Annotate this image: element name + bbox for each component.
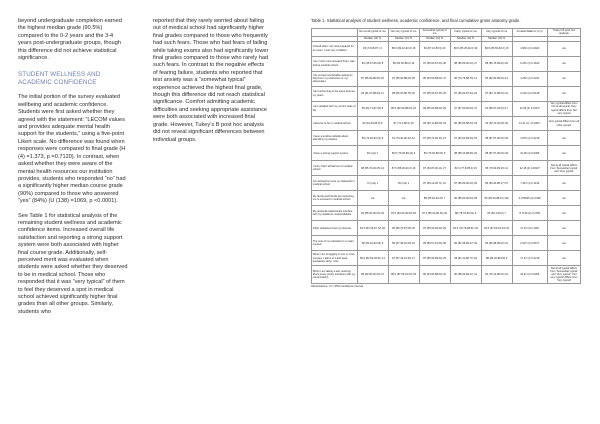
row-label: I am much more stressed than I was before medical school: [312, 56, 358, 71]
row-label: The cost of my education is a major concern: [312, 236, 358, 251]
column-subheader: Median (CI) N: [388, 36, 419, 41]
table-cell: n/a: [547, 176, 580, 191]
table-row: [312, 71, 581, 86]
table-cell: 88 (86.00-88.75) 20: [388, 86, 419, 101]
row-label: I am satisfied with my current state of life: [312, 101, 358, 116]
table-cell: n/a: [547, 131, 580, 146]
table-body: [312, 41, 581, 283]
table-cell: 0.075505 (4) 0.996: [512, 191, 547, 206]
table-cell: 87 (86.00-90.00) 39: [450, 176, 481, 191]
table-row: [312, 116, 581, 131]
row-label: My personal relationships interfere with my academic responsibilities: [312, 206, 358, 221]
table-cell: 12.65 (4) 0.0131*: [512, 101, 547, 116]
table-cell: 87 (87.00-90.00) 47: [450, 101, 481, 116]
table-cell: 87 (85.70-90.40) 27: [419, 131, 450, 146]
wellness-paragraph: The initial portion of the survey evaluated wellbeing and academic confidence. Students were first asked whether they agreed with the statement: “LECOM values and provides adequate mental health support for the students,” using a five-point Likert scale. No difference was found when responses were compared to final grade (H (4) =1.373, p =0.7120). In contrast, when asked whether they were aware of the mental health resources our institution provides, students who responded “no” had a significantly higher median course grade (90%) compared to those who answered “yes” (84%) (U (138) =1069, p <0.0001).: [18, 94, 126, 205]
table-cell: 84 (87.10-86.5) 40: [419, 41, 450, 56]
table-cell: 6.251 (4) 0.1810: [512, 56, 547, 71]
row-label: I have a positive attitude about attending my classes: [312, 131, 358, 146]
column-header: Not very typical of me: [388, 28, 419, 36]
table-cell: 86 (85.00-88.11) 100: [481, 191, 512, 206]
row-label: I am performing at the same level as my peers: [312, 86, 358, 101]
table-cell: 14.31 (4) <0.0001*: [512, 116, 547, 131]
table-cell: 86 (83.20-88.17) 57: [481, 176, 512, 191]
table-row: [312, 101, 581, 116]
table-cell: 0.201 (4) 0.9148: [512, 86, 547, 101]
table-cell: Very typical differs from all other groups: [547, 116, 580, 131]
table-cell: 86 (81.11-88.77) 49: [450, 251, 481, 266]
table-cell: 87 (86.00-87.00) 29: [450, 86, 481, 101]
table-cell: n/a: [357, 191, 388, 206]
row-label: My family and friends are expecting me to succeed in medical school: [312, 191, 358, 206]
table-cell: 4.252 (4) 0.1241: [512, 71, 547, 86]
table-cell: Not at all typical differs from 'Somewhat typical' and 'Very typical': [547, 161, 580, 176]
table-cell: n/a: [547, 191, 580, 206]
table-cell: 87 (87.43-91.25) 17: [388, 251, 419, 266]
table-cell: 86 (84.50-88.00) 47: [419, 71, 450, 86]
table-cell: n/a: [547, 236, 580, 251]
table-cell: 82 (78.14-86.00) 24: [481, 266, 512, 284]
table-cell: n/a: [547, 146, 580, 161]
left-text-column: [18, 0, 128, 316]
table-cell: 89.5 (86.55-90.0) 15: [481, 41, 512, 56]
table-cell: 81 (65.07-86.00) 8: [357, 56, 388, 71]
table-row: [312, 206, 581, 221]
table-cell: 85 (82.71-87.00) 8: [357, 101, 388, 116]
table-row: [312, 161, 581, 176]
table-cell: 10.05 (4) 0.0396: [512, 146, 547, 161]
table-row: [312, 176, 581, 191]
table-cell: 87 (84.00-89.00) 53: [450, 131, 481, 146]
table-cell: n/a: [547, 251, 580, 266]
row-label: I worry that I will fail out of medical school: [312, 161, 358, 176]
row-label: When I am taking a test, learning about every poorly interferes with my concentration: [312, 266, 358, 284]
table-cell: 86 (75.00-88.00) 8: [419, 146, 450, 161]
table-cell: 87.5 (84.00-90.00) 50: [388, 206, 419, 221]
table-cell: 84.5 (78.75-88.51) 20: [450, 221, 481, 236]
column-subheader: Median (CI) N: [419, 36, 450, 41]
table-cell: 88 (87.67-90.00) 36: [481, 146, 512, 161]
table-cell: 86 (84.00-88.0) 19: [388, 56, 419, 71]
table-cell: 88 (86.00-90.00) 27: [450, 56, 481, 71]
table-cell: n/a: [547, 56, 580, 71]
table-cell: 2.937 (4) 0.5677: [512, 236, 547, 251]
table-cell: 84 (85.00-90.00) 33: [357, 206, 388, 221]
table-cell: 88 (78.76-89.61) 8: [450, 206, 481, 221]
table-cell: 88 (85.70-93.25) 13: [357, 161, 388, 176]
column-subheader: Median (CI) N: [481, 36, 512, 41]
column-header: Fairly typical of me: [450, 28, 481, 36]
table-cell: 87.5 (85.00-90.0) 16: [388, 161, 419, 176]
table-cell: n/a: [547, 86, 580, 101]
table-cell: 88.0 (84.10-90.0) 18: [388, 41, 419, 56]
column-header: Somewhat typical of me: [419, 28, 450, 36]
table-cell: 88 (85.00-90.37) 7: [419, 191, 450, 206]
continued-paragraph: reported that they rarely worried about failing out of medical school had significantly higher final grades compared to those who frequently had such fears. Those who had fears of failing while taking exams also had significantly lower final grades compared to those who rarely had such fears. In contrast to the negative effects of fearing failure, students who reported that test anxiety was a “somewhat typical” experience achieved the highest final grade, though this difference did not reach statistical significance. Comfort admitting academic difficulties and seeking appropriate assistance were both associated with increased final grade. However, Tukey’s B post hoc analysis did not reveal significant differences between individual groups.: [153, 18, 269, 143]
column-subheader: Median (CI) N: [357, 36, 388, 41]
table-cell: 87 (85.00-90.00) 29: [419, 221, 450, 236]
table-cell: Very typical differs from Not at all typical; Very typical differs from Not very typical: [547, 101, 580, 116]
table-row: [312, 41, 581, 56]
table-cell: 87 (74.4-88.0) 18: [388, 116, 419, 131]
table-cell: 88 (82.50-92.00) 37: [357, 266, 388, 284]
table-cell: 87 (85.00-87.40) 25: [419, 86, 450, 101]
table-cell: n/a: [547, 206, 580, 221]
table-cell: 86.5 (75.00-89.11) 6: [388, 146, 419, 161]
table-cell: 84.5 (77.8-85.0) 26: [450, 161, 481, 176]
table-cell: 84 (n/a) 1: [357, 146, 388, 161]
table-cell: 86 (79.54-89.00) 11: [481, 161, 512, 176]
table-row: [312, 236, 581, 251]
table-header-row: [312, 28, 581, 36]
table-cell: 86 (85.00-89.27) 31: [450, 266, 481, 284]
row-label: I've worked far more on classwork in medical school: [312, 176, 358, 191]
row-label: I do not feel comfortable asking for help from my instructors or my classmates: [312, 71, 358, 86]
table-cell: 86.0 (82.50-92.51) 14: [357, 251, 388, 266]
table-row: [312, 191, 581, 206]
table-cell: 86 (85.00-90.00) 28: [450, 191, 481, 206]
table-cell: 86 (84.00-88.00) 32: [419, 266, 450, 284]
row-label: I deserve to be in medical school: [312, 116, 358, 131]
intro-paragraph: beyond undergraduate completion earned the highest median grade (90.5%) compared to the 0-2 years and the 3-4 years post-undergraduate groups, though this difference did not achieve statistical significance.: [18, 18, 122, 62]
column-header: Tukey's B post hoc analysis: [547, 28, 580, 36]
table-caption: Table 1. Statistical analysis of student wellness, academic confidence, and final cumulative gross anatomy grade.: [311, 18, 521, 23]
column-subheader: Median (CI) N: [450, 36, 481, 41]
table-cell: 17.10 (4) 0.1997: [512, 221, 547, 236]
table-cell: 4.975 (4) 0.3218: [512, 131, 547, 146]
table-cell: 84 (81.49-85.0) 8: [357, 116, 388, 131]
table-row: [312, 131, 581, 146]
table-cell: 86 (85.00-88.00) 29: [419, 101, 450, 116]
table-cell: 87 (85.00-87.00) 28: [419, 56, 450, 71]
table-cell: 19.61 (4) 0.0006: [512, 266, 547, 284]
column-header: Not at all typical of me: [357, 28, 388, 36]
table-cell: 88 (86.75-89.00) 30: [481, 56, 512, 71]
table-cell: 86 (82.45-89.47) 43: [450, 236, 481, 251]
table-cell: 85.5 (82.00-88.00) 20: [388, 101, 419, 116]
column-header: [312, 28, 358, 36]
table-cell: 87 (84.87-90.11) 27: [419, 161, 450, 176]
table-cell: 8.7136 (4) 0.2782: [512, 206, 547, 221]
table-cell: 17.47 (4) 0.4218: [512, 251, 547, 266]
table-cell: 87.5 (85.00-89.25) 26: [419, 206, 450, 221]
table-cell: 86 (85.75-87.08) 35: [388, 221, 419, 236]
table-cell: 87 (86.14-90.71) 10: [419, 176, 450, 191]
row-label: Overall when I am well prepared for an exam, I feel very confident: [312, 41, 358, 56]
table-cell: 87 (85.00-89.50) 20: [357, 71, 388, 86]
table-cell: n/a: [547, 41, 580, 56]
table-cell: 89 (84.40-90.00) 9: [357, 236, 388, 251]
table-cell: 86 (82.11-88.00) 33: [419, 116, 450, 131]
table-cell: 85 (82.00-89.50) 12: [481, 71, 512, 86]
table-row: [312, 86, 581, 101]
table-cell: Not at all typical differs from 'Somewhat typical' and 'Very typical'; 'Not very typical' differs from 'Very typical': [547, 266, 580, 284]
section-heading: STUDENT WELLNESS AND ACADEMIC CONFIDENCE: [18, 71, 101, 87]
row-label: When I am struggling in one or more courses, I admit to it and seek assistance when I can: [312, 251, 358, 266]
table-cell: 89 (86.57-91.00) 28: [419, 236, 450, 251]
table-cell: 86 (79.75-88.75) 14: [450, 71, 481, 86]
table-cell: 83 (73.00-93.01) 8: [357, 131, 388, 146]
table-cell: 88 (85.34-88.66) 29: [450, 146, 481, 161]
table-cell: 72 (n/a) 1: [357, 176, 388, 191]
table-cell: 88 (87.67-90.00) 36: [481, 131, 512, 146]
table-cell: 89.0 (87.05-91.00) 36: [388, 266, 419, 284]
table-cell: 86.5 (87.50-91.04) 10: [481, 221, 512, 236]
column-header: Kruskal-Wallis H (r²) p: [512, 28, 547, 36]
table-cell: 86 (85.00-88.00) 33: [450, 116, 481, 131]
table-cell: 86 (73.95-87.) 3: [357, 41, 388, 56]
table-cell: 84 (81.07-88.00) 11: [357, 86, 388, 101]
table-cell: 92 (87.11-93.00) 30: [481, 116, 512, 131]
table-row: [312, 251, 581, 266]
table-cell: n/a: [388, 191, 419, 206]
table-cell: 7.437 (4) 0.1149: [512, 176, 547, 191]
table-cell: 87 (85.92-88.00) 35: [388, 71, 419, 86]
column-header: Very typical of me: [481, 28, 512, 36]
statistics-table: [311, 28, 581, 285]
table-cell: 85 (80.08-89.02) 31: [481, 236, 512, 251]
table-cell: 92 (89.67-93.00) 17: [481, 101, 512, 116]
row-label: I have a strong support system: [312, 146, 358, 161]
table-reference-paragraph: See Table 1 for statistical analysis of the remaining student wellness and academic confidence items. Increased overall life satisfaction and reporting a strong support system were both associated with higher final course grade. Additionally, self-perceived merit was evaluated when students were asked whether they deserved to be in medical school. Those who responded that it was “very typical” of them to feel they deserved a spot in medical school achieved significantly higher final grades than all other groups. Similarly, students who: [18, 212, 128, 315]
row-label: Other obstacles hold my interests: [312, 221, 358, 236]
table-cell: 89.5 (85.25-92.0) 39: [450, 41, 481, 56]
table-cell: 87 (84.71-88.00) 41: [481, 86, 512, 101]
table-cell: 88 (84.20-88.00) 9: [481, 251, 512, 266]
table-footnote: Abbreviations: CI = 95% confidence interval: [311, 285, 364, 288]
table-cell: 22.18 (4) 0.0002*: [512, 161, 547, 176]
table-cell: 80 (82.4-90.0) 7: [481, 206, 512, 221]
table-cell: n/a: [547, 71, 580, 86]
table-cell: 81 (73.40-90.22) 12: [388, 131, 419, 146]
table-cell: n/a: [547, 221, 580, 236]
table-cell: 89 (87.38-91.00) 15: [388, 236, 419, 251]
table-cell: 84.5 (84.35-87.72) 26: [357, 221, 388, 236]
table-row: [312, 56, 581, 71]
table-row: [312, 266, 581, 284]
table-1: [311, 18, 581, 289]
table-row: [312, 221, 581, 236]
middle-text-column: [153, 0, 270, 144]
table-cell: 4.952 (4) 0.2923: [512, 41, 547, 56]
table-cell: 56 (n/a) 1: [388, 176, 419, 191]
table-row: [312, 146, 581, 161]
table-cell: 87 (85.00-89.00) 29: [419, 251, 450, 266]
